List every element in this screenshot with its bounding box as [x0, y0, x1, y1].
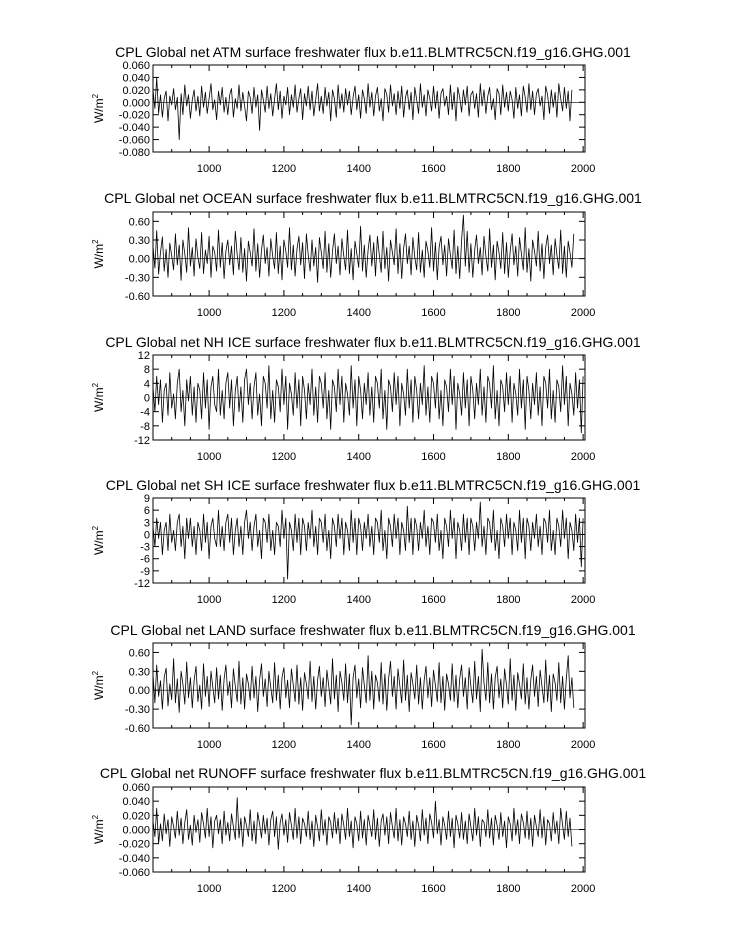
y-tick-label: 9	[143, 493, 150, 505]
panel-title: CPL Global net ATM surface freshwater flux b.e11.BLMTRC5CN.f19_g16.GHG.001	[115, 44, 631, 60]
y-tick-label: 0.000	[122, 824, 150, 837]
x-tick-label: 2000	[570, 594, 596, 606]
x-tick-label: 1000	[196, 883, 222, 895]
y-axis-label-exponent: 2	[91, 525, 100, 531]
y-tick-label: -12	[134, 435, 150, 447]
panel-6	[91, 765, 646, 895]
y-tick-label: 0.60	[128, 216, 150, 229]
x-tick-label: 1800	[496, 307, 521, 319]
y-tick-label: 0	[143, 392, 150, 405]
y-tick-label: 0.020	[122, 84, 150, 97]
panel-title: CPL Global net OCEAN surface freshwater flux b.e11.BLMTRC5CN.f19_g16.GHG.001	[104, 190, 642, 206]
x-tick-label: 1400	[346, 883, 371, 895]
y-tick-label: 12	[137, 350, 150, 362]
series-line-1	[153, 798, 572, 850]
panel-2	[91, 190, 642, 319]
x-tick-label: 1200	[271, 451, 297, 463]
y-tick-label: -0.020	[118, 838, 150, 851]
y-tick-label: -0.060	[118, 134, 150, 147]
y-axis-label	[91, 670, 106, 700]
y-tick-label: 0	[143, 529, 150, 542]
y-axis-label	[91, 814, 106, 844]
panel-title: CPL Global net RUNOFF surface freshwater flux b.e11.BLMTRC5CN.f19_g16.GHG.001	[99, 765, 647, 781]
plot-frame	[153, 65, 585, 152]
y-axis-label-units: W/m	[92, 530, 106, 556]
y-tick-label: -0.30	[124, 704, 150, 717]
x-tick-label: 1600	[421, 883, 446, 895]
x-tick-label: 1000	[196, 307, 222, 319]
x-tick-label: 1400	[346, 594, 371, 606]
y-axis-label-exponent: 2	[91, 814, 100, 820]
y-axis-label-units: W/m	[92, 243, 106, 269]
panel-title: CPL Global net NH ICE surface freshwater flux b.e11.BLMTRC5CN.f19_g16.GHG.001	[105, 334, 641, 350]
y-axis-label-units: W/m	[92, 387, 106, 413]
series-line-1	[153, 215, 574, 282]
y-axis-label-units: W/m	[92, 675, 106, 701]
y-tick-label: -0.60	[124, 723, 150, 735]
x-tick-label: 1200	[271, 594, 297, 606]
y-tick-label: 0.040	[122, 72, 150, 85]
y-axis-label-exponent: 2	[91, 382, 100, 388]
y-tick-label: -0.060	[118, 867, 150, 879]
y-tick-label: 0.30	[128, 666, 150, 679]
y-tick-label: -0.040	[118, 122, 150, 135]
x-tick-label: 1800	[496, 451, 521, 463]
y-tick-label: 0.060	[122, 60, 150, 72]
x-tick-label: 1400	[346, 163, 371, 175]
y-tick-label: 6	[143, 505, 150, 518]
panel-1	[91, 44, 631, 175]
x-tick-label: 1000	[196, 739, 222, 751]
y-tick-label: 0.060	[122, 782, 150, 794]
y-tick-label: -0.60	[124, 291, 150, 303]
y-tick-label: -12	[134, 578, 150, 590]
y-tick-label: 8	[143, 364, 150, 377]
x-tick-label: 1200	[271, 163, 297, 175]
y-tick-label: -0.30	[124, 272, 150, 285]
y-tick-label: 0.00	[128, 685, 150, 698]
y-axis-label	[91, 382, 106, 412]
y-axis-label-exponent: 2	[91, 93, 100, 99]
x-tick-label: 2000	[570, 739, 596, 751]
y-tick-label: 0.020	[122, 810, 150, 823]
x-tick-label: 1600	[421, 739, 446, 751]
x-tick-label: 1600	[421, 163, 446, 175]
y-axis-label-exponent: 2	[91, 239, 100, 244]
y-tick-label: 0.30	[128, 235, 150, 247]
y-axis-label-units: W/m	[92, 819, 106, 845]
x-tick-label: 1800	[496, 883, 521, 895]
panel-title: CPL Global net LAND surface freshwater flux b.e11.BLMTRC5CN.f19_g16.GHG.001	[110, 622, 636, 638]
x-tick-label: 1200	[271, 739, 297, 751]
x-tick-label: 2000	[570, 307, 596, 319]
y-tick-label: 4	[143, 378, 150, 391]
x-tick-label: 1200	[271, 883, 297, 895]
y-axis-label	[91, 525, 106, 555]
series-line-1	[153, 366, 583, 433]
x-tick-label: 1000	[196, 163, 222, 175]
series-line-1	[153, 77, 572, 139]
y-tick-label: -0.080	[118, 147, 150, 159]
x-tick-label: 1800	[496, 739, 521, 751]
y-tick-label: -9	[140, 565, 150, 578]
y-axis-label-exponent: 2	[91, 670, 100, 676]
x-tick-label: 1200	[271, 307, 297, 319]
plot-frame	[153, 212, 585, 296]
x-tick-label: 1600	[421, 594, 446, 606]
y-tick-label: 0.00	[128, 253, 150, 266]
panel-4	[91, 477, 641, 606]
x-tick-label: 1800	[496, 163, 521, 175]
y-tick-label: 3	[143, 517, 150, 530]
x-tick-label: 2000	[570, 163, 596, 175]
x-tick-label: 1400	[346, 739, 371, 751]
y-tick-label: 0.60	[128, 647, 150, 660]
y-tick-label: -0.040	[118, 852, 150, 865]
y-axis-label-units: W/m	[92, 98, 106, 124]
series-line-1	[153, 502, 583, 579]
x-tick-label: 1000	[196, 451, 222, 463]
x-tick-label: 1400	[346, 451, 371, 463]
x-tick-label: 1800	[496, 594, 521, 606]
series-line-1	[153, 649, 574, 725]
panel-5	[91, 622, 636, 751]
y-tick-label: 0.000	[122, 97, 150, 110]
plot-frame	[153, 498, 585, 583]
x-tick-label: 1400	[346, 307, 371, 319]
x-tick-label: 1600	[421, 451, 446, 463]
y-tick-label: -0.020	[118, 109, 150, 122]
y-tick-label: -6	[140, 553, 150, 566]
x-tick-label: 2000	[570, 451, 596, 463]
y-tick-label: -3	[140, 541, 150, 554]
y-tick-label: -8	[140, 420, 150, 433]
x-tick-label: 1000	[196, 594, 222, 606]
y-axis-label	[91, 93, 106, 123]
panel-3	[91, 334, 641, 463]
panel-title: CPL Global net SH ICE surface freshwater flux b.e11.BLMTRC5CN.f19_g16.GHG.001	[105, 477, 641, 493]
x-tick-label: 1600	[421, 307, 446, 319]
x-tick-label: 2000	[570, 883, 596, 895]
y-axis-label	[91, 239, 106, 269]
y-tick-label: 0.040	[122, 796, 150, 809]
y-tick-label: -4	[140, 406, 150, 419]
